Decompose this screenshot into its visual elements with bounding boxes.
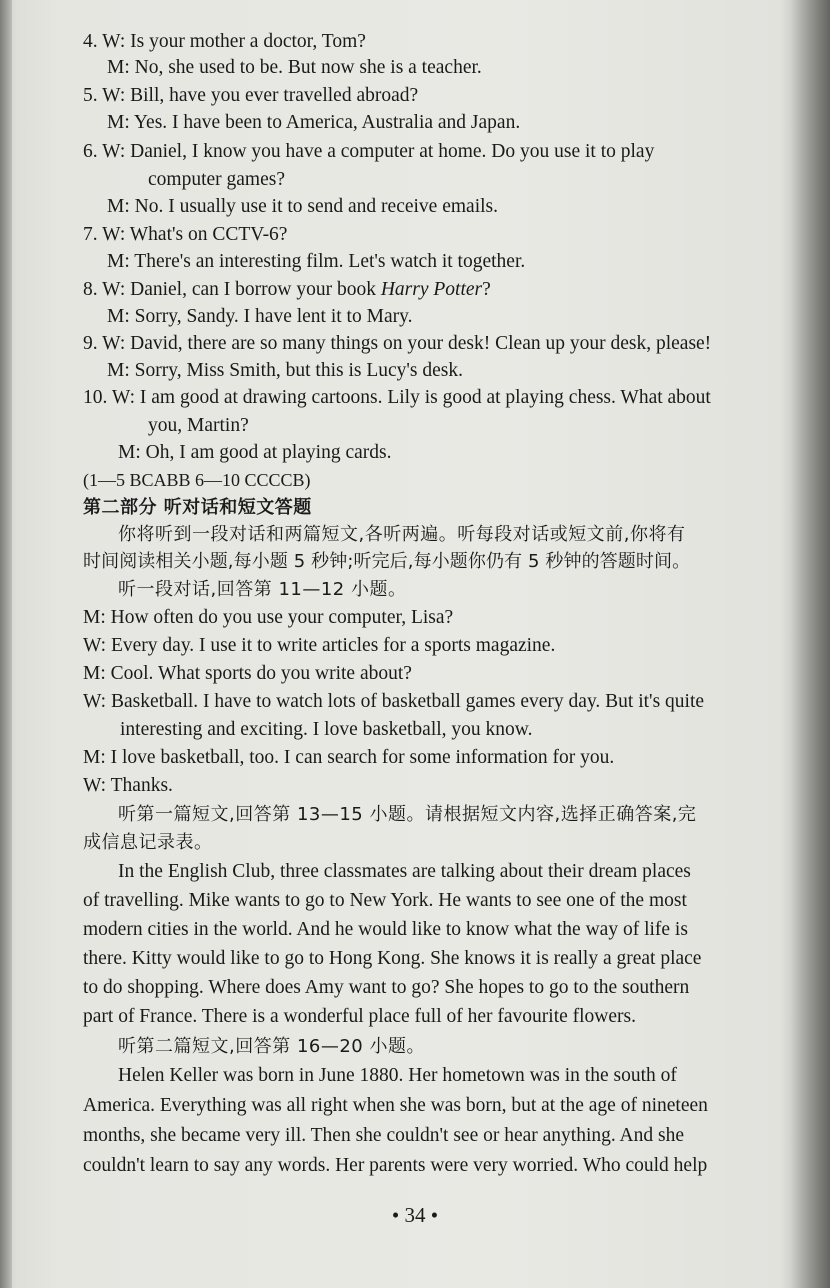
- dialogue-line: computer games?: [148, 169, 285, 190]
- passage-line: modern cities in the world. And he would like to know what the way of life is: [83, 919, 688, 940]
- dialogue-line: M: Yes. I have been to America, Australia and Japan.: [107, 112, 521, 133]
- page-edge-shadow: [790, 0, 830, 1288]
- dialogue-line: W: Every day. I use it to write articles for a sports magazine.: [83, 635, 556, 656]
- instructions-line: 你将听到一段对话和两篇短文,各听两遍。听每段对话或短文前,你将有: [118, 524, 686, 545]
- dialogue-line: interesting and exciting. I love basketball, you know.: [120, 719, 533, 740]
- dialogue-line: 10. W: I am good at drawing cartoons. Lily is good at playing chess. What about: [83, 387, 711, 408]
- passage-line: America. Everything was all right when she was born, but at the age of nineteen: [83, 1095, 708, 1116]
- dialogue-text: 8. W: Daniel, can I borrow your book: [83, 279, 381, 300]
- passage-line: part of France. There is a wonderful place full of her favourite flowers.: [83, 1006, 636, 1027]
- passage-line: there. Kitty would like to go to Hong Kong. She knows it is really a great place: [83, 948, 702, 969]
- page-number: • 34 •: [391, 1203, 439, 1227]
- dialogue-line: W: Basketball. I have to watch lots of basketball games every day. But it's quite: [83, 691, 705, 712]
- dialogue-line: M: Oh, I am good at playing cards.: [118, 442, 392, 463]
- dialogue-line: you, Martin?: [148, 415, 249, 436]
- dialogue-line: 9. W: David, there are so many things on your desk! Clean up your desk, please!: [83, 333, 712, 354]
- dialogue-line: 5. W: Bill, have you ever travelled abroad?: [83, 85, 419, 106]
- dialogue-line: [83, 278, 491, 302]
- passage-line: of travelling. Mike wants to go to New York. He wants to see one of the most: [83, 890, 687, 911]
- dialogue-line: 7. W: What's on CCTV-6?: [83, 224, 288, 245]
- dialogue-line: M: No, she used to be. But now she is a teacher.: [107, 57, 482, 78]
- dialogue-line: W: Thanks.: [83, 775, 173, 796]
- passage-intro: 成信息记录表。: [83, 832, 213, 853]
- dialogue-line: M: How often do you use your computer, Lisa?: [83, 607, 454, 628]
- passage-line: to do shopping. Where does Amy want to go? She hopes to go to the southern: [83, 977, 690, 998]
- dialogue-line: M: I love basketball, too. I can search for some information for you.: [83, 747, 615, 768]
- passage-intro: 听第一篇短文,回答第 13—15 小题。请根据短文内容,选择正确答案,完: [118, 804, 697, 825]
- dialogue-intro: 听一段对话,回答第 11—12 小题。: [118, 579, 407, 600]
- dialogue-line: 4. W: Is your mother a doctor, Tom?: [83, 31, 366, 52]
- passage-line: months, she became very ill. Then she couldn't see or hear anything. And she: [83, 1125, 685, 1146]
- instructions-line: 时间阅读相关小题,每小题 5 秒钟;听完后,每小题你仍有 5 秒钟的答题时间。: [83, 551, 691, 572]
- dialogue-line: M: Sorry, Sandy. I have lent it to Mary.: [107, 306, 413, 327]
- dialogue-text: ?: [482, 279, 491, 300]
- passage-line: Helen Keller was born in June 1880. Her hometown was in the south of: [118, 1065, 677, 1086]
- book-title: Harry Potter: [380, 279, 483, 300]
- passage-line: In the English Club, three classmates are talking about their dream places: [118, 861, 691, 882]
- book-spine-shadow: [0, 0, 12, 1288]
- answer-key: (1—5 BCABB 6—10 CCCCB): [83, 470, 311, 490]
- dialogue-line: M: Cool. What sports do you write about?: [83, 663, 412, 684]
- dialogue-line: M: There's an interesting film. Let's watch it together.: [107, 251, 526, 272]
- dialogue-line: 6. W: Daniel, I know you have a computer at home. Do you use it to play: [83, 141, 655, 162]
- dialogue-line: M: Sorry, Miss Smith, but this is Lucy's desk.: [107, 360, 463, 381]
- passage-line: couldn't learn to say any words. Her parents were very worried. Who could help: [83, 1155, 708, 1176]
- passage-intro: 听第二篇短文,回答第 16—20 小题。: [118, 1036, 425, 1057]
- dialogue-line: M: No. I usually use it to send and receive emails.: [107, 196, 498, 217]
- section-heading: 第二部分 听对话和短文答题: [83, 497, 312, 518]
